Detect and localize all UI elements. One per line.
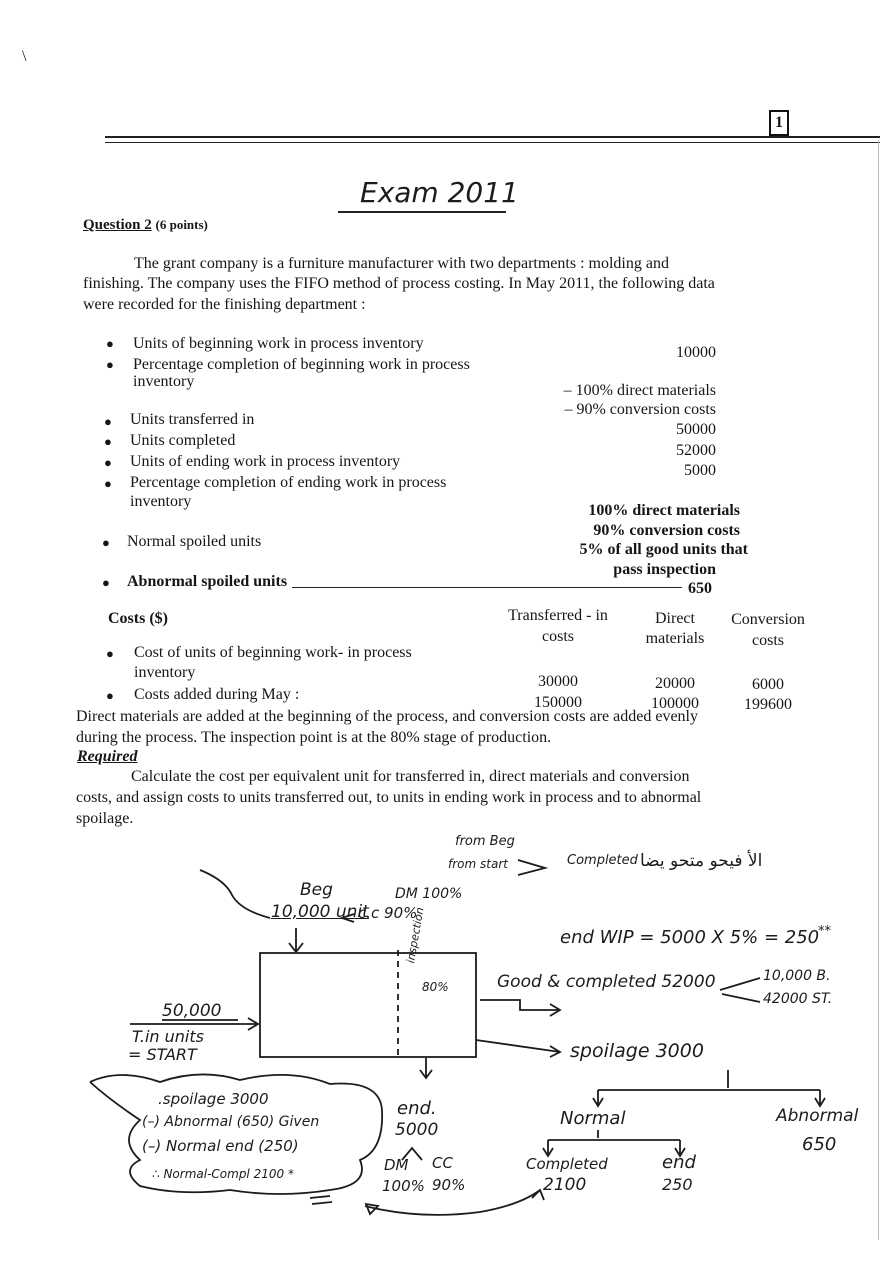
bullet: ● <box>106 357 114 372</box>
spoilage-tree <box>593 1070 825 1106</box>
cost-row2-cc: 199600 <box>744 696 792 713</box>
end-pct-cc: 90% conversion costs <box>593 522 740 539</box>
note-from-beg: from Beg <box>455 834 515 849</box>
summary-underline <box>310 1196 332 1204</box>
cost-row1-ti: 30000 <box>538 673 578 690</box>
col-header-ti-cont: costs <box>542 628 574 645</box>
required-heading: Required <box>77 748 138 765</box>
note-good-completed: Good & completed 52000 <box>497 972 716 992</box>
process-note-line-2: during the process. The inspection point is at the 80% stage of production. <box>76 729 552 746</box>
col-header-cc-cont: costs <box>752 632 784 649</box>
transferred-value: 50000 <box>676 421 716 438</box>
note-tin-value: 50,000 <box>162 1001 222 1021</box>
col-header-ti: Transferred - in <box>508 607 608 624</box>
note-end-cc: CC <box>432 1154 453 1172</box>
note-end-label: end. <box>397 1098 437 1119</box>
note-end-wip-calc: end WIP = 5000 X 5% = 250 <box>560 927 820 948</box>
intro-line-1: The grant company is a furniture manufacturer with two departments : molding and <box>134 255 669 272</box>
note-end-branch-value: 250 <box>662 1175 693 1194</box>
bullet: ● <box>104 455 112 470</box>
note-abnormal: Abnormal <box>776 1106 859 1126</box>
process-box <box>260 953 476 1057</box>
note-normal: Normal <box>560 1108 626 1129</box>
intro-line-3: were recorded for the finishing department : <box>83 296 366 313</box>
costs-heading: Costs ($) <box>108 610 168 627</box>
completed-label: Units completed <box>130 432 236 449</box>
cost-row2-dm: 100000 <box>651 695 699 712</box>
summary-abnormal: (–) Abnormal (650) Given <box>142 1114 320 1130</box>
summary-normal-compl: ∴ Normal-Compl 2100 * <box>152 1167 294 1181</box>
bullet: ● <box>102 575 110 590</box>
cost-row2-ti: 150000 <box>534 694 582 711</box>
note-spoilage-3000: spoilage 3000 <box>570 1040 704 1062</box>
beg-pct-label: Percentage completion of beginning work in process <box>133 356 470 373</box>
beg-units-value: 10000 <box>676 344 716 361</box>
required-line-1: Calculate the cost per equivalent unit for transferred in, direct materials and conversion <box>131 768 690 785</box>
note-beg-10000: 10,000 B. <box>763 968 831 984</box>
cost-row1-dm: 20000 <box>655 675 695 692</box>
normal-value-cont: pass inspection <box>613 561 716 578</box>
bullet: ● <box>102 535 110 550</box>
question-points: (6 points) <box>155 217 208 232</box>
end-units-label: Units of ending work in process inventory <box>130 453 401 470</box>
required-line-2: costs, and assign costs to units transferred out, to units in ending work in process and to abnormal <box>76 789 702 806</box>
cost-row1-label-cont: inventory <box>134 664 196 681</box>
completed-value: 52000 <box>676 442 716 459</box>
beg-pct-label-cont: inventory <box>133 373 195 390</box>
cost-row1-cc: 6000 <box>752 676 784 693</box>
bullet: ● <box>104 476 112 491</box>
bullet: ● <box>106 336 114 351</box>
end-arrow <box>420 1058 432 1078</box>
summary-spoilage: .spoilage 3000 <box>158 1090 269 1108</box>
bullet: ● <box>104 414 112 429</box>
col-header-dm-cont: materials <box>645 630 705 647</box>
beg-arrow <box>289 928 303 952</box>
note-end-value: 5000 <box>395 1120 439 1140</box>
good-arrow <box>480 1000 560 1016</box>
stray-mark: \ <box>22 48 27 65</box>
process-note-line-1: Direct materials are added at the beginning of the process, and conversion costs are added evenly <box>76 708 698 725</box>
beg-pct-dm: – 100% direct materials <box>563 382 716 399</box>
note-arabic: الأ فيحو متحو يضا <box>640 851 763 871</box>
bullet: ● <box>104 434 112 449</box>
normal-value: 5% of all good units that <box>579 541 748 558</box>
spoilage-arrow <box>476 1040 560 1057</box>
required-line-3: spoilage. <box>76 810 134 827</box>
note-from-start: from start <box>448 857 508 871</box>
abnormal-value: 650 <box>688 580 712 597</box>
bullet: ● <box>106 688 114 703</box>
normal-label: Normal spoiled units <box>127 533 262 550</box>
note-end-dm-pct: 100% <box>382 1177 425 1195</box>
cost-row1-label: Cost of units of beginning work- in process <box>134 644 412 661</box>
abnormal-label: Abnormal spoiled units <box>127 573 288 590</box>
note-cc-90: c.c 90% <box>358 904 418 922</box>
from-arrow <box>518 860 545 875</box>
end-pct-label-cont: inventory <box>130 493 192 510</box>
beg-units-label: Units of beginning work in process inventory <box>133 335 424 352</box>
page-title: Exam 2011 <box>360 176 519 209</box>
beg-curve <box>200 870 270 918</box>
question-label: Question 2 <box>83 217 152 233</box>
end-pct-dm: 100% direct materials <box>588 502 740 519</box>
note-st-42000: 42000 ST. <box>763 991 833 1007</box>
note-tin-units: T.in units <box>132 1027 204 1046</box>
note-abnormal-value: 650 <box>802 1134 837 1155</box>
end-pct-label: Percentage completion of ending work in process <box>130 474 447 491</box>
cost-row2-label: Costs added during May : <box>134 686 300 703</box>
note-dm-100: DM 100% <box>395 886 463 902</box>
good-split <box>720 978 760 1002</box>
note-stars: ** <box>818 924 831 939</box>
col-header-cc: Conversion <box>731 611 805 628</box>
note-beg: Beg <box>300 880 333 900</box>
note-inspection: inspection <box>404 906 427 965</box>
note-tin-start: = START <box>128 1045 197 1064</box>
beg-pct-cc: – 90% conversion costs <box>564 401 716 418</box>
col-header-dm: Direct <box>655 610 695 627</box>
note-completed-branch: Completed <box>526 1155 608 1173</box>
note-beg-units: 10,000 unit <box>271 902 369 922</box>
note-completed: Completed <box>567 853 638 868</box>
note-80-pct: 80% <box>422 980 449 994</box>
summary-normal-end: (–) Normal end (250) <box>142 1137 299 1155</box>
transferred-label: Units transferred in <box>130 411 255 428</box>
end-units-value: 5000 <box>684 462 716 479</box>
page-number: 1 <box>769 110 789 136</box>
note-end-cc-pct: 90% <box>432 1176 466 1194</box>
note-end-dm: DM <box>384 1156 409 1174</box>
note-end-branch: end <box>662 1152 696 1173</box>
note-completed-value: 2100 <box>543 1175 587 1195</box>
sweep-tail <box>366 1204 378 1214</box>
bullet: ● <box>106 646 114 661</box>
intro-line-2: finishing. The company uses the FIFO method of process costing. In May 2011, the following data <box>83 275 715 292</box>
